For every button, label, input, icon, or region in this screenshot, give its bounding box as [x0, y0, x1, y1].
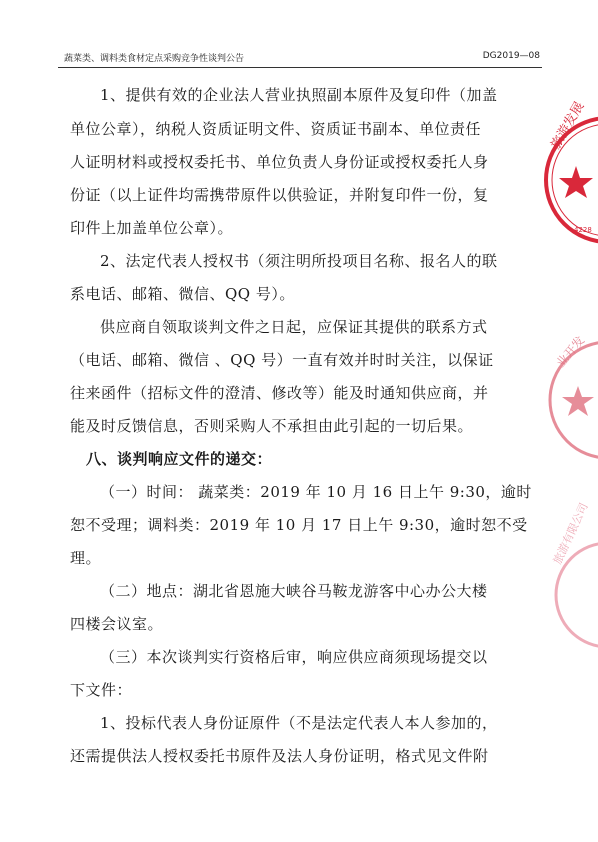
seal-1-code: 4228 [574, 226, 592, 234]
seal-2-text: 业开发 [553, 333, 588, 370]
seal-1-text: 旅游发展 [548, 99, 588, 152]
seal-3-text: 旅游有限公司 [550, 500, 591, 567]
company-seal-3 [536, 500, 598, 655]
header-title: 蔬菜类、调料类食材定点采购竞争性谈判公告 [64, 54, 245, 64]
page-header [58, 51, 542, 65]
header-doc-number: DG2019—08 [482, 51, 540, 61]
company-seal-1 [532, 100, 598, 260]
header-divider [58, 67, 542, 68]
company-seal-2 [532, 330, 598, 470]
